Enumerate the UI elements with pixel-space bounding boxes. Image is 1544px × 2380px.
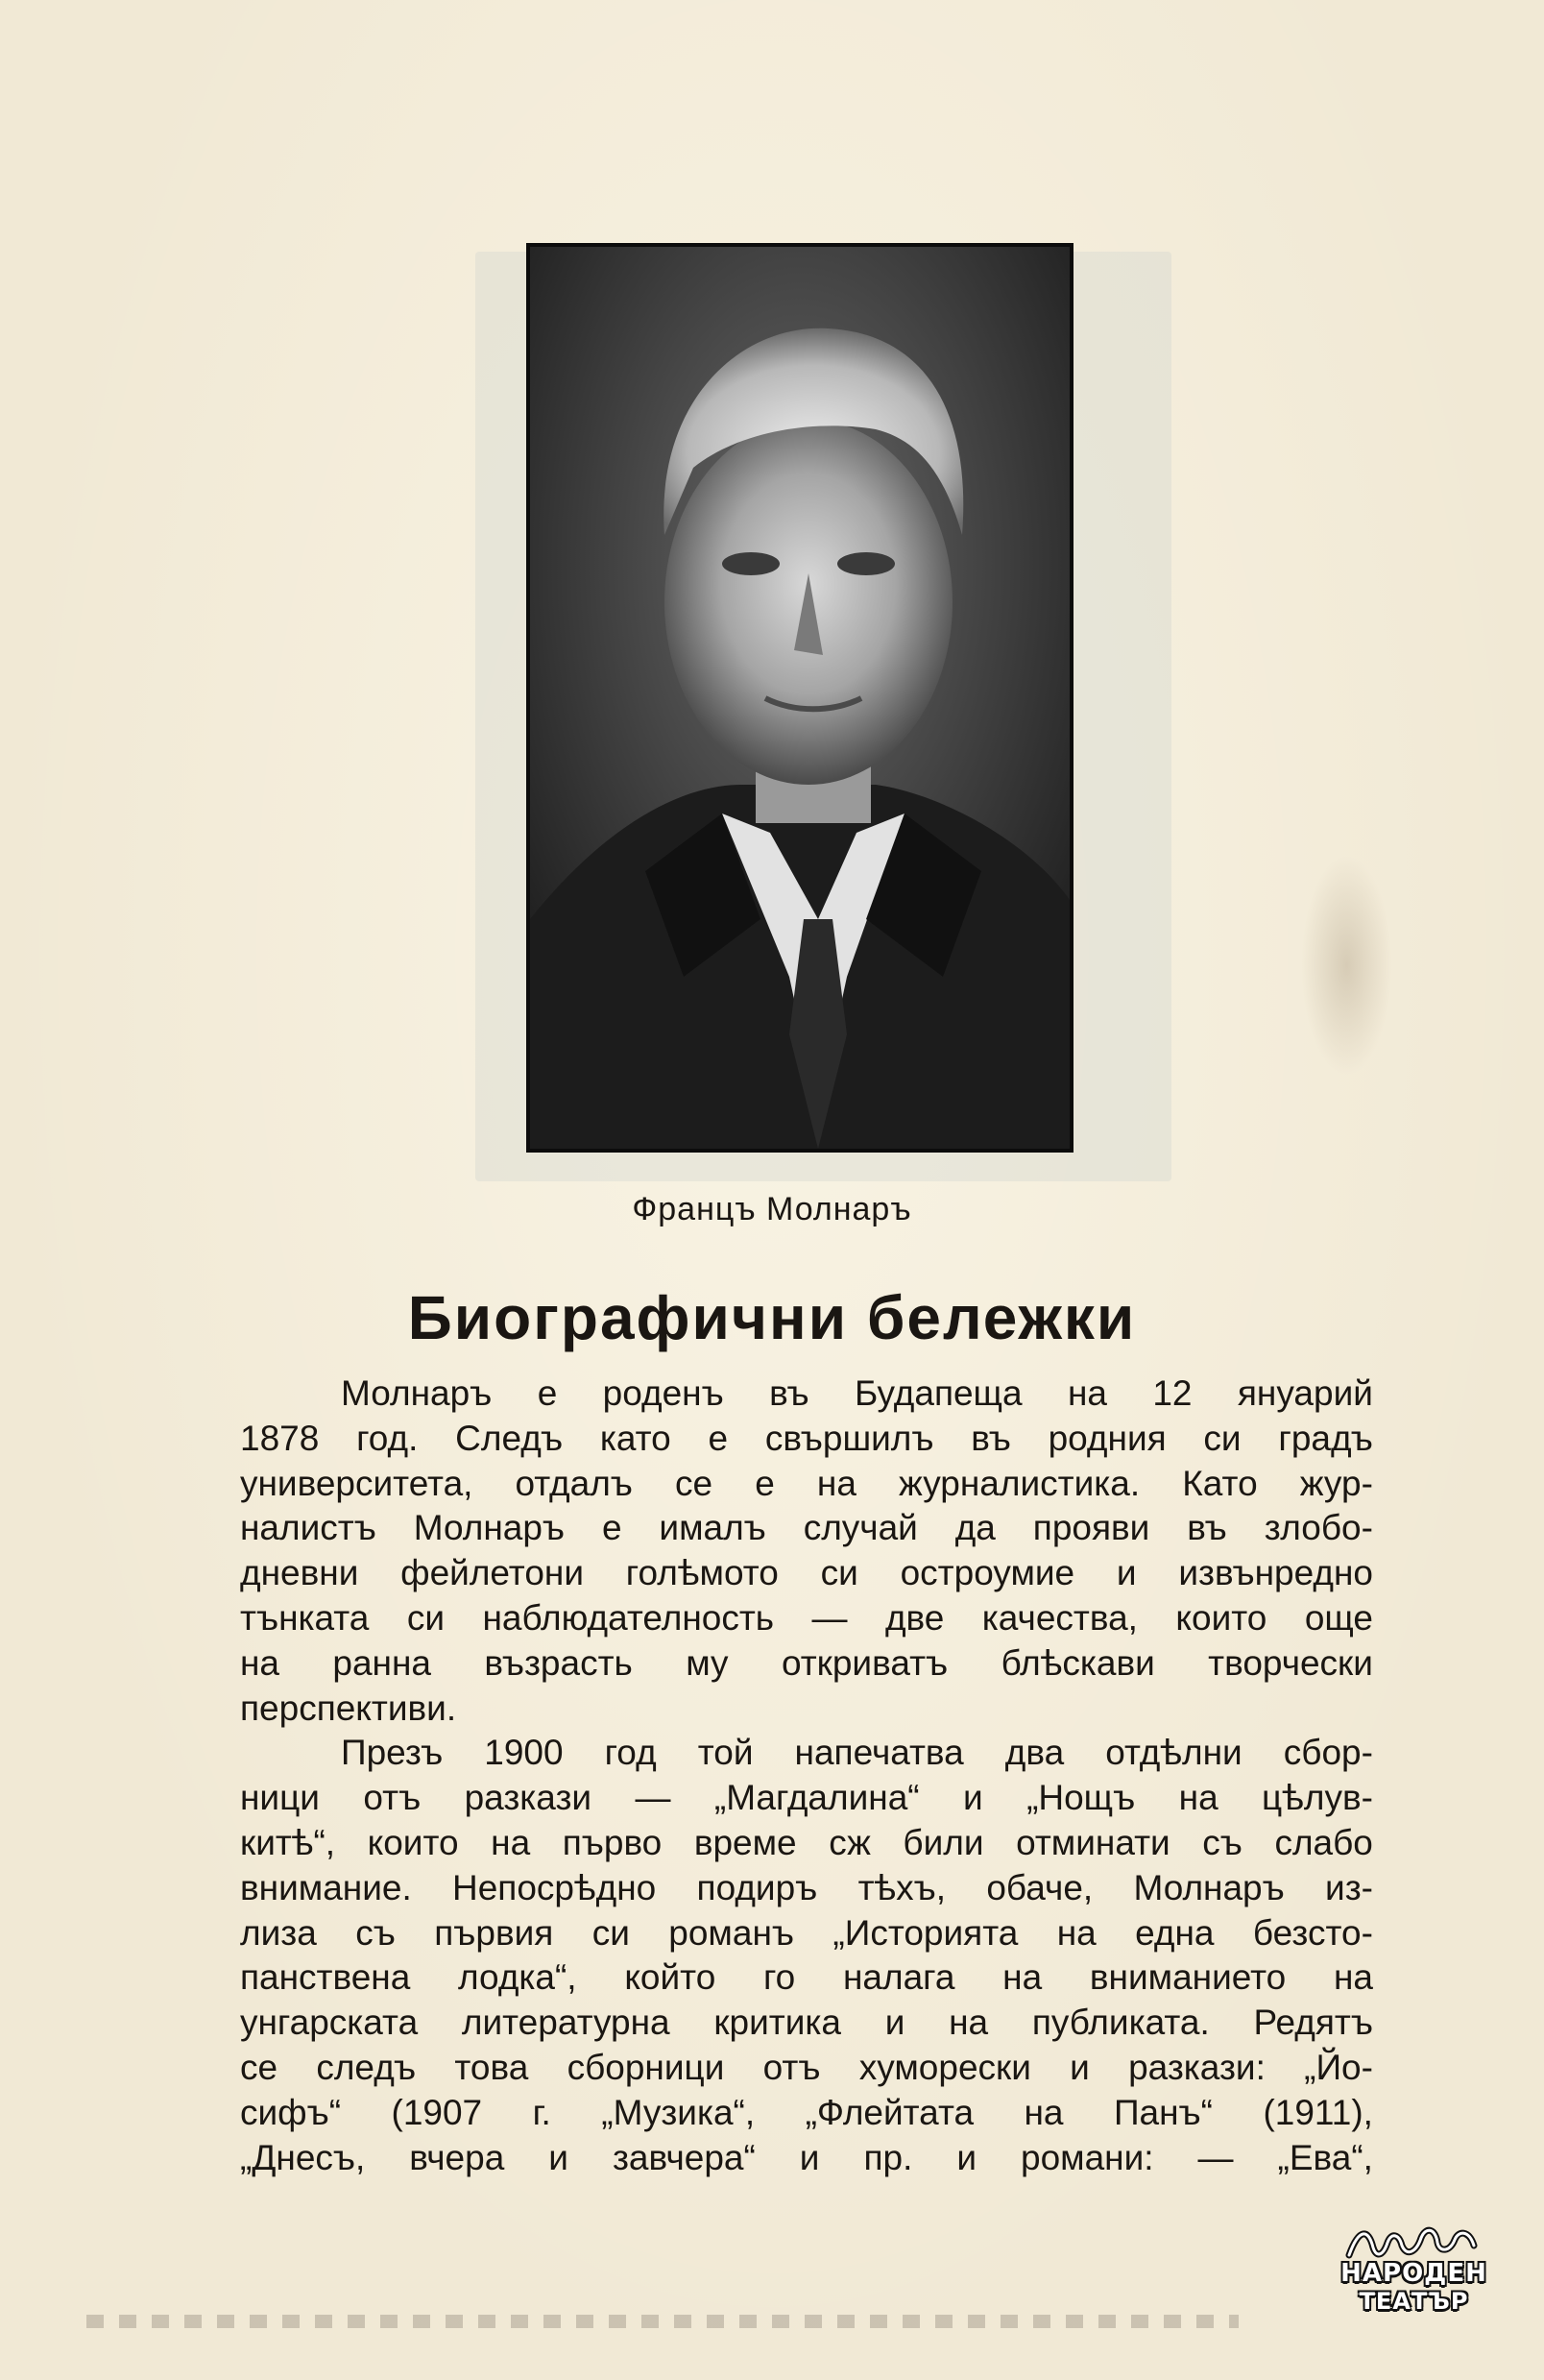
text-word: Редятъ	[1253, 2003, 1373, 2043]
text-word: отъ	[762, 2047, 821, 2087]
text-word: подиръ	[696, 1867, 818, 1907]
text-word: градъ	[1278, 1418, 1373, 1458]
text-word: —	[811, 1597, 848, 1638]
text-word: които	[1175, 1597, 1267, 1638]
text-line	[240, 2001, 1373, 2046]
text-word: е	[537, 1373, 558, 1413]
text-word: 1900	[484, 1733, 564, 1773]
text-word: завчера“	[612, 2137, 756, 2177]
text-line	[240, 1551, 1373, 1596]
text-line	[240, 1641, 1373, 1687]
text-word: Непосрѣдно	[452, 1867, 657, 1907]
text-word: лодка“,	[458, 1957, 577, 1998]
text-word: извънредно	[1178, 1553, 1373, 1593]
text-word: съ	[355, 1912, 396, 1953]
text-word: още	[1304, 1597, 1373, 1638]
text-word: „Ева“,	[1277, 2137, 1373, 2177]
text-word: ници	[240, 1778, 320, 1818]
text-word: налага	[842, 1957, 955, 1998]
national-theatre-logo	[1330, 2219, 1498, 2324]
text-word: му	[686, 1642, 729, 1683]
text-word: „Нощъ	[1026, 1778, 1136, 1818]
text-word: голѣмото	[625, 1553, 779, 1593]
text-word: тѣхъ,	[857, 1867, 947, 1907]
text-word: родния	[1048, 1418, 1167, 1458]
author-portrait	[526, 243, 1074, 1153]
text-word: внимание.	[240, 1867, 412, 1907]
text-word: възрасть	[484, 1642, 633, 1683]
text-word: на	[949, 2003, 989, 2043]
text-word: вчера	[409, 2137, 505, 2177]
text-word: като	[599, 1418, 671, 1458]
text-word: си	[591, 1912, 630, 1953]
text-word: на	[240, 1642, 280, 1683]
text-word: откриватъ	[781, 1642, 949, 1683]
biography-text	[240, 1372, 1373, 2180]
text-word: дневни	[240, 1553, 359, 1593]
text-word: Молнаръ	[341, 1373, 493, 1413]
text-word: Будапеща	[855, 1373, 1023, 1413]
text-word: лиза	[240, 1912, 317, 1953]
text-word: слабо	[1274, 1822, 1373, 1862]
text-word: на	[1178, 1778, 1218, 1818]
text-word: които	[367, 1822, 459, 1862]
text-word: литературна	[461, 2003, 670, 2043]
text-word: на	[491, 1822, 531, 1862]
text-word: време	[693, 1822, 797, 1862]
text-word: и	[1070, 2047, 1090, 2087]
text-word: се	[240, 2047, 278, 2087]
text-word: си	[820, 1553, 858, 1593]
text-line	[240, 1462, 1373, 1507]
text-word: „Музика“,	[601, 2092, 756, 2132]
logo-line-1: НАРОДЕН	[1340, 2259, 1487, 2288]
text-word: безсто-	[1252, 1912, 1373, 1953]
text-word: на	[1333, 1957, 1373, 1998]
text-word: налистъ	[240, 1508, 376, 1548]
text-word: и	[1116, 1553, 1137, 1593]
text-word: „Днесъ,	[240, 2137, 366, 2177]
text-word: остроумие	[900, 1553, 1075, 1593]
text-word: г.	[532, 2092, 551, 2132]
text-word: пр.	[863, 2137, 913, 2177]
portrait-caption: Францъ Молнаръ	[632, 1191, 912, 1227]
text-word: 12	[1152, 1373, 1193, 1413]
text-line	[240, 1821, 1373, 1866]
text-word: на	[1024, 2092, 1064, 2132]
text-word: „Флейтата	[805, 2092, 975, 2132]
text-word: год.	[356, 1418, 419, 1458]
text-word: разкази	[464, 1778, 592, 1818]
text-word: си	[406, 1597, 445, 1638]
text-word: „Йо-	[1304, 2047, 1373, 2087]
text-word: из-	[1325, 1867, 1373, 1907]
text-word: „Историята	[832, 1912, 1019, 1953]
text-word: сж	[829, 1822, 871, 1862]
text-word: творчески	[1208, 1642, 1373, 1683]
text-word: съ	[1202, 1822, 1242, 1862]
text-word: въ	[1187, 1508, 1227, 1548]
text-word: и	[956, 2137, 977, 2177]
logo-line-2: ТЕАТЪР	[1359, 2288, 1469, 2315]
text-word: една	[1135, 1912, 1215, 1953]
text-word: Панъ“	[1113, 2092, 1214, 2132]
text-word: първо	[562, 1822, 663, 1862]
text-word: Следъ	[455, 1418, 564, 1458]
text-word: били	[903, 1822, 984, 1862]
text-word: Молнаръ	[413, 1508, 566, 1548]
text-word: унгарската	[240, 2003, 419, 2043]
text-word: университета,	[240, 1463, 473, 1503]
text-word: китѣ“,	[240, 1822, 336, 1862]
text-line	[240, 2136, 1373, 2181]
text-word: това	[454, 2047, 529, 2087]
text-word: „Магдалина“	[713, 1778, 920, 1818]
text-word: който	[624, 1957, 716, 1998]
text-line	[240, 1866, 1373, 1911]
bottom-edge-marks	[86, 2315, 1239, 2328]
text-word: случай	[803, 1508, 918, 1548]
text-word: 1878	[240, 1418, 320, 1458]
text-word: напечатва	[794, 1733, 964, 1773]
text-line	[240, 1955, 1373, 2001]
text-word: романи:	[1021, 2137, 1154, 2177]
text-word: наблюдателность	[482, 1597, 775, 1638]
text-word: Презъ	[341, 1733, 444, 1773]
text-word: цѣлув-	[1262, 1778, 1373, 1818]
text-word: и	[799, 2137, 820, 2177]
text-word: год	[604, 1733, 657, 1773]
text-line	[240, 1731, 1373, 1776]
text-word: си	[1203, 1418, 1242, 1458]
text-word: и	[548, 2137, 568, 2177]
text-line	[240, 1372, 1373, 1417]
text-word: злобо-	[1264, 1508, 1373, 1548]
text-line	[240, 2091, 1373, 2136]
text-word: е	[755, 1463, 775, 1503]
text-word: романъ	[668, 1912, 795, 1953]
text-word: ималъ	[659, 1508, 766, 1548]
text-word: да	[954, 1508, 996, 1548]
text-word: Молнаръ	[1133, 1867, 1285, 1907]
text-word: ранна	[332, 1642, 432, 1683]
text-word: е	[601, 1508, 622, 1548]
text-word: панствена	[240, 1957, 411, 1998]
text-word: го	[763, 1957, 796, 1998]
text-word: първия	[434, 1912, 554, 1953]
text-word: публиката.	[1031, 2003, 1210, 2043]
text-word: на	[1056, 1912, 1097, 1953]
text-word: перспективи.	[240, 1688, 457, 1728]
text-word: на	[1002, 1957, 1043, 1998]
text-word: януарий	[1237, 1373, 1373, 1413]
text-word: сбор-	[1283, 1733, 1373, 1773]
text-word: разкази:	[1128, 2047, 1266, 2087]
text-word: две	[884, 1597, 945, 1638]
text-word: два	[1004, 1733, 1065, 1773]
text-word: журналистика.	[899, 1463, 1141, 1503]
text-line	[240, 1506, 1373, 1551]
text-word: качества,	[981, 1597, 1138, 1638]
text-word: (1907	[391, 2092, 483, 2132]
text-word: (1911),	[1263, 2092, 1373, 2132]
text-line	[240, 1596, 1373, 1641]
text-line	[240, 1687, 1373, 1732]
text-line	[240, 1417, 1373, 1462]
text-word: вниманието	[1089, 1957, 1287, 1998]
text-word: и	[963, 1778, 983, 1818]
text-word: сборници	[567, 2047, 725, 2087]
text-word: блѣскави	[1001, 1642, 1155, 1683]
text-word: отъ	[363, 1778, 422, 1818]
text-word: следъ	[316, 2047, 417, 2087]
text-word: жур-	[1299, 1463, 1373, 1503]
text-word: тънката	[240, 1597, 370, 1638]
text-word: свършилъ	[764, 1418, 934, 1458]
text-word: въ	[769, 1373, 809, 1413]
text-word: обаче,	[986, 1867, 1094, 1907]
text-line	[240, 2046, 1373, 2091]
paper-stain	[1301, 855, 1392, 1076]
text-word: хуморески	[858, 2047, 1031, 2087]
text-word: критика	[713, 2003, 841, 2043]
text-word: въ	[971, 1418, 1011, 1458]
portrait-image	[530, 247, 1070, 1149]
text-word: прояви	[1032, 1508, 1150, 1548]
text-word: отдѣлни	[1105, 1733, 1242, 1773]
text-word: Като	[1182, 1463, 1258, 1503]
text-word: —	[1197, 2137, 1234, 2177]
text-word: сифъ“	[240, 2092, 342, 2132]
text-word: роденъ	[602, 1373, 724, 1413]
text-word: на	[1067, 1373, 1107, 1413]
text-word: —	[635, 1778, 671, 1818]
text-word: той	[697, 1733, 754, 1773]
text-line	[240, 1776, 1373, 1821]
text-word: фейлетони	[400, 1553, 584, 1593]
text-word: се	[675, 1463, 713, 1503]
text-word: и	[884, 2003, 905, 2043]
section-title: Биографични бележки	[407, 1283, 1137, 1352]
text-word: на	[816, 1463, 856, 1503]
text-line	[240, 1911, 1373, 1956]
text-word: отдалъ	[515, 1463, 633, 1503]
text-word: отминати	[1016, 1822, 1170, 1862]
text-word: е	[708, 1418, 729, 1458]
